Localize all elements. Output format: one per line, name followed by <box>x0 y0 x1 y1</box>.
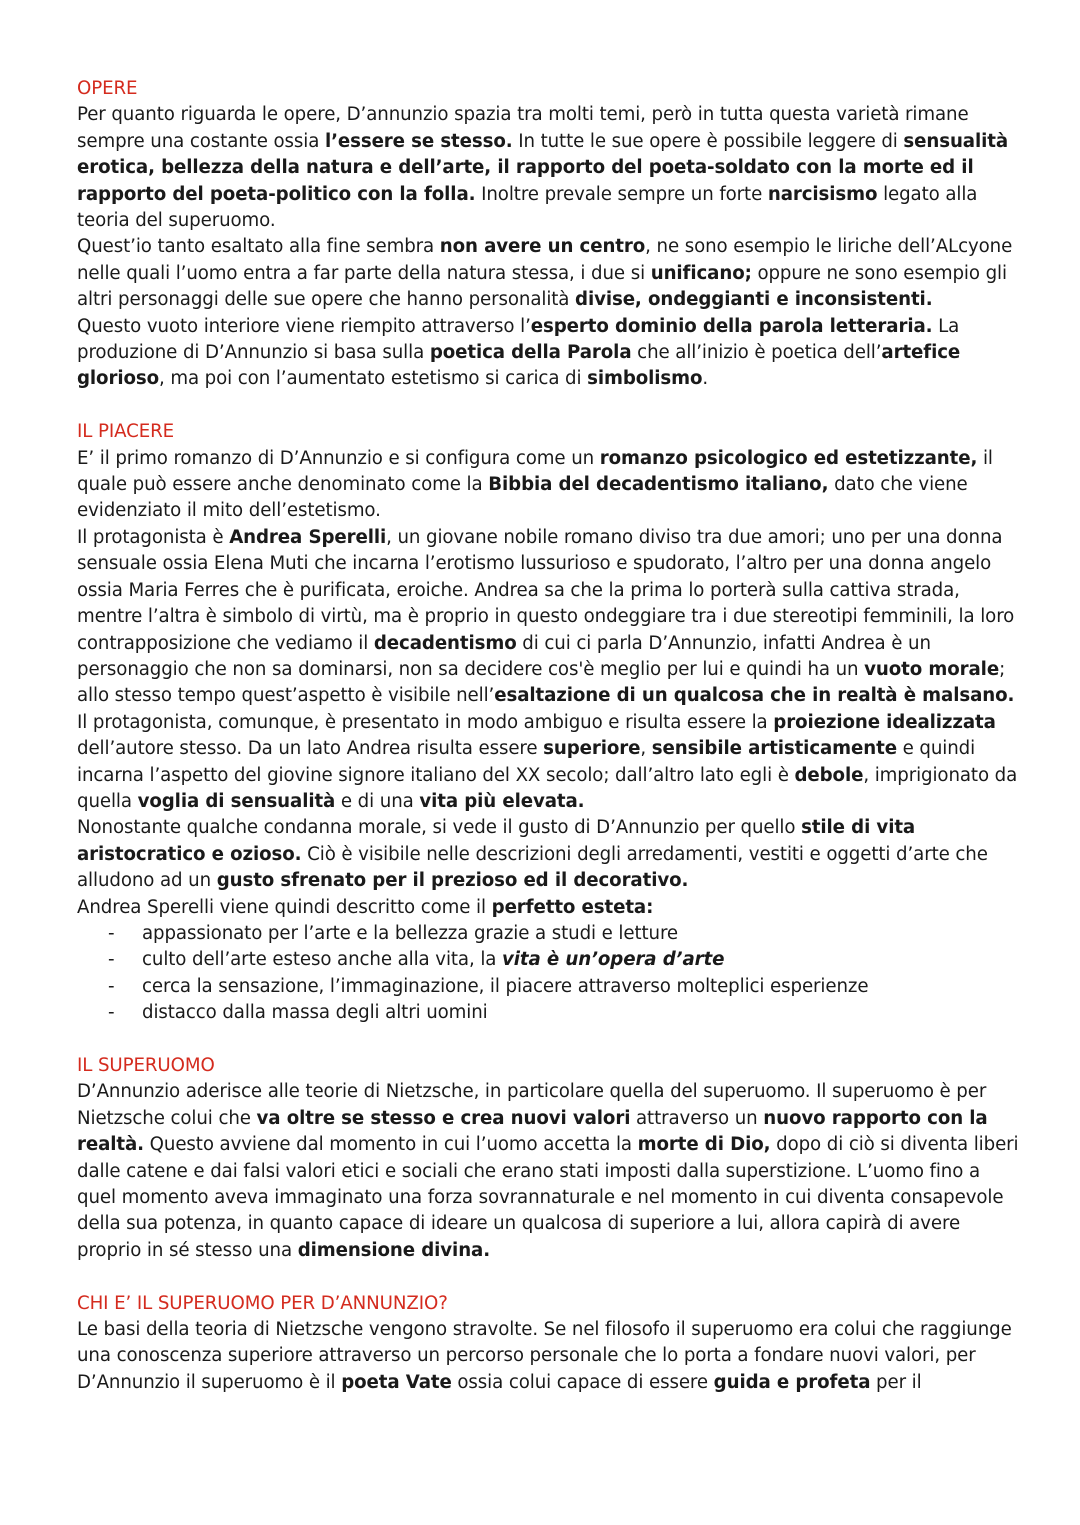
bold-text: narcisismo <box>767 183 878 205</box>
bold-text: Bibbia del decadentismo italiano, <box>488 474 829 496</box>
bold-text: sensualità erotica, bellezza della natura e dell’arte, il rapporto del poeta-soldato con la morte ed il rapporto del poeta-politico con la folla. <box>77 130 1009 205</box>
dash-bullet-icon: - <box>108 922 115 944</box>
bold-text: va oltre se stesso e crea nuovi valori <box>256 1107 631 1129</box>
bold-text: superiore <box>543 738 641 760</box>
list-item-text: appassionato per l’arte e la bellezza grazie a studi e letture <box>142 922 679 944</box>
bold-text: artefice glorioso <box>77 342 961 390</box>
list-item-text: culto dell’arte esteso anche alla vita, la vita è un’opera d’arte <box>142 949 725 971</box>
section-il-superuomo <box>77 1053 1020 1264</box>
section-heading: IL PIACERE <box>77 421 175 443</box>
bold-text: vita più elevata. <box>419 790 585 812</box>
bold-text: decadentismo <box>373 632 517 654</box>
bold-text: gusto sfrenato per il prezioso ed il decorativo. <box>216 870 689 892</box>
bold-text: esaltazione di un qualcosa che in realtà è malsano. <box>494 685 1015 707</box>
bold-text: vita è un’opera d’arte <box>502 949 725 971</box>
bold-text: sensibile artisticamente <box>651 738 897 760</box>
list-item-text: cerca la sensazione, l’immaginazione, il piacere attraverso molteplici esperienze <box>142 975 869 997</box>
bold-text: non avere un centro <box>439 236 646 258</box>
paragraph: Il protagonista è Andrea Sperelli, un giovane nobile romano diviso tra due amori; uno per una donna sensuale ossia Elena Muti che incarna l’erotismo lussurioso e spudorato, l’altro per una donna angelo ossia Maria Ferres che è purificata, eroiche. Andrea sa che la prima lo porterà sulla cattiva strada, mentre l’altra è simbolo di virtù, ma è proprio in questo ondeggiare tra i due stereotipi femminili, la loro contrapposizione che vediamo il decadentismo di cui ci parla D’Annunzio, infatti Andrea è un personaggio che non sa dominarsi, non sa decidere cos'è meglio per lui e quindi ha un vuoto morale; allo stesso tempo quest’aspetto è visibile nell’esaltazione di un qualcosa che in realtà è malsano. <box>77 526 1015 707</box>
list-item <box>108 947 1020 973</box>
section-spacer <box>77 393 1020 419</box>
bold-text: divise, ondeggianti e inconsistenti. <box>575 289 933 311</box>
paragraph: Questo vuoto interiore viene riempito attraverso l’esperto dominio della parola letteraria. La produzione di D’Annunzio si basa sulla poetica della Parola che all’inizio è poetica dell’artefice glorioso, ma poi con l’aumentato estetismo si carica di simbolismo. <box>77 315 961 390</box>
bullet-list <box>77 921 1020 1027</box>
dash-bullet-icon: - <box>108 949 115 971</box>
bold-text: vuoto morale <box>864 658 1000 680</box>
bold-text: l’essere se stesso. <box>324 130 513 152</box>
list-item <box>108 1000 1020 1026</box>
bold-text: stile di vita aristocratico e ozioso. <box>77 817 916 865</box>
paragraph: Per quanto riguarda le opere, D’annunzio spazia tra molti temi, però in tutta questa varietà rimane sempre una costante ossia l’essere se stesso. In tutte le sue opere è possibile leggere di sensualità erotica, bellezza della natura e dell’arte, il rapporto del poeta-soldato con la morte ed il rapporto del poeta-politico con la folla. Inoltre prevale sempre un forte narcisismo legato alla teoria del superuomo. <box>77 104 1009 232</box>
bold-text: debole <box>794 764 864 786</box>
paragraph: Le basi della teoria di Nietzsche vengono stravolte. Se nel filosofo il superuomo era colui che raggiunge una conoscenza superiore attraverso un percorso personale che lo porta a fondare nuovi valori, per D’Annunzio il superuomo è il poeta Vate ossia colui capace di essere guida e profeta per il <box>77 1319 1012 1393</box>
section-heading: IL SUPERUOMO <box>77 1055 215 1076</box>
bold-text: voglia di sensualità <box>137 790 336 812</box>
paragraph: E’ il primo romanzo di D’Annunzio e si configura come un romanzo psicologico ed estetizzante, il quale può essere anche denominato come la Bibbia del decadentismo italiano, dato che viene evidenziato il mito dell’estetismo. <box>77 447 993 522</box>
bold-text: simbolismo <box>587 368 703 390</box>
section-heading: OPERE <box>77 78 138 99</box>
paragraph: Quest’io tanto esaltato alla fine sembra non avere un centro, ne sono esempio le liriche dell’ALcyone nelle quali l’uomo entra a far parte della natura stessa, i due si unificano; oppure ne sono esempio gli altri personaggi delle sue opere che hanno personalità divise, ondeggianti e inconsistenti. <box>77 236 1013 311</box>
bold-text: poeta Vate <box>341 1371 452 1393</box>
section-spacer <box>77 1027 1020 1053</box>
paragraph: Il protagonista, comunque, è presentato in modo ambiguo e risulta essere la proiezione idealizzata dell’autore stesso. Da un lato Andrea risulta essere superiore, sensibile artisticamente e quindi incarna l’aspetto del giovine signore italiano del XX secolo; dall’altro lato egli è debole, imprigionato da quella voglia di sensualità e di una vita più elevata. <box>77 711 1018 812</box>
bold-text: morte di Dio, <box>637 1134 771 1156</box>
section-heading: CHI E’ IL SUPERUOMO PER D’ANNUNZIO? <box>77 1292 448 1314</box>
list-item-text: distacco dalla massa degli altri uomini <box>142 1002 488 1024</box>
bold-text: esperto dominio della parola letteraria. <box>530 315 933 337</box>
bold-text: romanzo psicologico ed estetizzante, <box>599 447 978 469</box>
dash-bullet-icon: - <box>108 1002 115 1024</box>
list-item <box>108 921 1020 947</box>
bold-text: Andrea Sperelli <box>229 526 387 548</box>
bold-text: dimensione divina. <box>297 1239 491 1261</box>
bold-text: unificano; <box>650 262 752 284</box>
paragraph: Nonostante qualche condanna morale, si vede il gusto di D’Annunzio per quello stile di vita aristocratico e ozioso. Ciò è visibile nelle descrizioni degli arredamenti, vestiti e oggetti d’arte che alludono ad un gusto sfrenato per il prezioso ed il decorativo. <box>77 817 988 892</box>
section-il-piacere <box>77 419 1020 1026</box>
list-item <box>108 974 1020 1000</box>
section-opere <box>77 76 1020 393</box>
section-superuomo-dannunzio <box>77 1291 1020 1397</box>
dash-bullet-icon: - <box>108 975 115 997</box>
section-spacer <box>77 1264 1020 1290</box>
bold-text: nuovo rapporto con la realtà. <box>77 1107 988 1156</box>
bold-text: poetica della Parola <box>429 342 632 364</box>
bold-text: perfetto esteta: <box>491 896 654 918</box>
paragraph: D’Annunzio aderisce alle teorie di Nietzsche, in particolare quella del superuomo. Il superuomo è per Nietzsche colui che va oltre se stesso e crea nuovi valori attraverso un nuovo rapporto con la realtà. Questo avviene dal momento in cui l’uomo accetta la morte di Dio, dopo di ciò si diventa liberi dalle catene e dai falsi valori etici e sociali che erano stati imposti dalla superstizione. L’uomo fino a quel momento aveva immaginato una forza sovrannaturale e nel momento in cui diventa consapevole della sua potenza, in quanto capace di ideare un qualcosa di superiore a lui, allora capirà di avere proprio in sé stesso una dimensione divina. <box>77 1081 1019 1261</box>
paragraph: Andrea Sperelli viene quindi descritto come il perfetto esteta: <box>77 896 654 918</box>
bold-text: guida e profeta <box>713 1371 871 1393</box>
bold-text: proiezione idealizzata <box>773 711 996 733</box>
